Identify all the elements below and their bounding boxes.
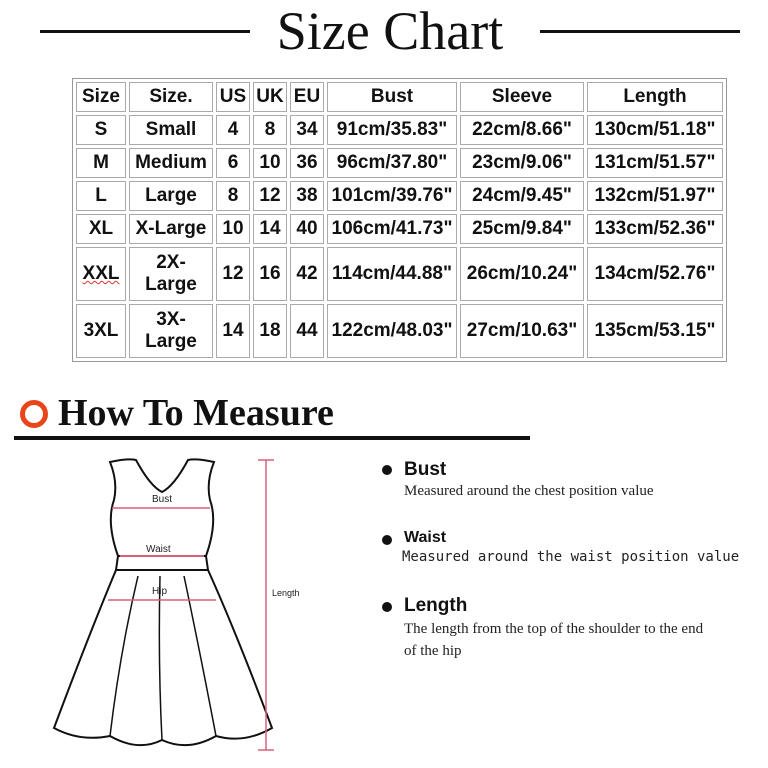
cell-bust: 114cm/44.88" bbox=[327, 247, 457, 301]
cell-bust: 96cm/37.80" bbox=[327, 148, 457, 178]
cell-size: M bbox=[76, 148, 126, 178]
cell-us: 6 bbox=[216, 148, 250, 178]
cell-size bbox=[76, 247, 126, 301]
cell-us: 8 bbox=[216, 181, 250, 211]
cell-bust: 101cm/39.76" bbox=[327, 181, 457, 211]
cell-us: 4 bbox=[216, 115, 250, 145]
cell-bust: 91cm/35.83" bbox=[327, 115, 457, 145]
bullet-icon bbox=[382, 535, 392, 545]
header-sleeve: Sleeve bbox=[460, 82, 584, 112]
cell-sleeve: 24cm/9.45" bbox=[460, 181, 584, 211]
cell-eu: 36 bbox=[290, 148, 324, 178]
bust-label: Bust bbox=[152, 494, 173, 505]
cell-uk: 10 bbox=[253, 148, 287, 178]
cell-eu: 34 bbox=[290, 115, 324, 145]
header-length: Length bbox=[587, 82, 723, 112]
cell-uk: 14 bbox=[253, 214, 287, 244]
cell-sleeve: 22cm/8.66" bbox=[460, 115, 584, 145]
cell-size: S bbox=[76, 115, 126, 145]
legend-title: Length bbox=[404, 595, 468, 616]
header-bust: Bust bbox=[327, 82, 457, 112]
ring-bullet-icon bbox=[20, 400, 48, 428]
cell-size: XL bbox=[76, 214, 126, 244]
table-row bbox=[76, 247, 723, 301]
hip-label: Hip bbox=[152, 586, 168, 597]
table-row bbox=[76, 214, 723, 244]
cell-sleeve: 26cm/10.24" bbox=[460, 247, 584, 301]
bullet-icon bbox=[382, 602, 392, 612]
cell-eu: 38 bbox=[290, 181, 324, 211]
cell-sleeve: 27cm/10.63" bbox=[460, 304, 584, 358]
cell-bust: 122cm/48.03" bbox=[327, 304, 457, 358]
cell-length: 135cm/53.15" bbox=[587, 304, 723, 358]
cell-uk: 12 bbox=[253, 181, 287, 211]
cell-size-name: Large bbox=[129, 181, 213, 211]
cell-length: 131cm/51.57" bbox=[587, 148, 723, 178]
cell-size-name: Small bbox=[129, 115, 213, 145]
cell-uk: 16 bbox=[253, 247, 287, 301]
cell-length: 130cm/51.18" bbox=[587, 115, 723, 145]
bullet-icon bbox=[382, 465, 392, 475]
cell-eu: 40 bbox=[290, 214, 324, 244]
cell-size: L bbox=[76, 181, 126, 211]
cell-size-name: 2X-Large bbox=[129, 247, 213, 301]
section-rule bbox=[14, 436, 530, 440]
table-row bbox=[76, 304, 723, 358]
how-to-measure-header bbox=[14, 390, 534, 442]
title-rule-right bbox=[540, 30, 740, 33]
cell-sleeve: 25cm/9.84" bbox=[460, 214, 584, 244]
cell-us: 12 bbox=[216, 247, 250, 301]
cell-eu: 42 bbox=[290, 247, 324, 301]
cell-us: 10 bbox=[216, 214, 250, 244]
table-row bbox=[76, 148, 723, 178]
cell-eu: 44 bbox=[290, 304, 324, 358]
cell-us: 14 bbox=[216, 304, 250, 358]
cell-size: 3XL bbox=[76, 304, 126, 358]
cell-length: 132cm/51.97" bbox=[587, 181, 723, 211]
cell-size-text: XXL bbox=[82, 263, 120, 284]
legend-desc: Measured around the chest position value bbox=[404, 483, 654, 499]
header-eu: EU bbox=[290, 82, 324, 112]
legend-title: Waist bbox=[404, 529, 447, 546]
table-header-row bbox=[76, 82, 723, 112]
dress-diagram bbox=[40, 452, 340, 762]
cell-uk: 8 bbox=[253, 115, 287, 145]
length-label: Length bbox=[272, 588, 300, 598]
size-table bbox=[72, 78, 727, 362]
header-size-name: Size. bbox=[129, 82, 213, 112]
cell-bust: 106cm/41.73" bbox=[327, 214, 457, 244]
waist-label: Waist bbox=[146, 544, 171, 555]
cell-length: 133cm/52.36" bbox=[587, 214, 723, 244]
legend-title: Bust bbox=[404, 459, 447, 480]
size-chart-header bbox=[0, 0, 768, 66]
table-row bbox=[76, 181, 723, 211]
cell-size-name: Medium bbox=[129, 148, 213, 178]
page-title: Size Chart bbox=[276, 1, 504, 61]
title-rule-left bbox=[40, 30, 250, 33]
header-uk: UK bbox=[253, 82, 287, 112]
cell-uk: 18 bbox=[253, 304, 287, 358]
header-size: Size bbox=[76, 82, 126, 112]
cell-size-name: 3X-Large bbox=[129, 304, 213, 358]
table-row bbox=[76, 115, 723, 145]
cell-length: 134cm/52.76" bbox=[587, 247, 723, 301]
legend-desc: Measured around the waist position value bbox=[402, 549, 740, 565]
how-to-measure-title: How To Measure bbox=[58, 392, 334, 434]
dress-outline-icon bbox=[40, 452, 340, 762]
cell-sleeve: 23cm/9.06" bbox=[460, 148, 584, 178]
legend-desc: The length from the top of the shoulder to the end of the hip bbox=[404, 621, 704, 659]
cell-size-name: X-Large bbox=[129, 214, 213, 244]
header-us: US bbox=[216, 82, 250, 112]
